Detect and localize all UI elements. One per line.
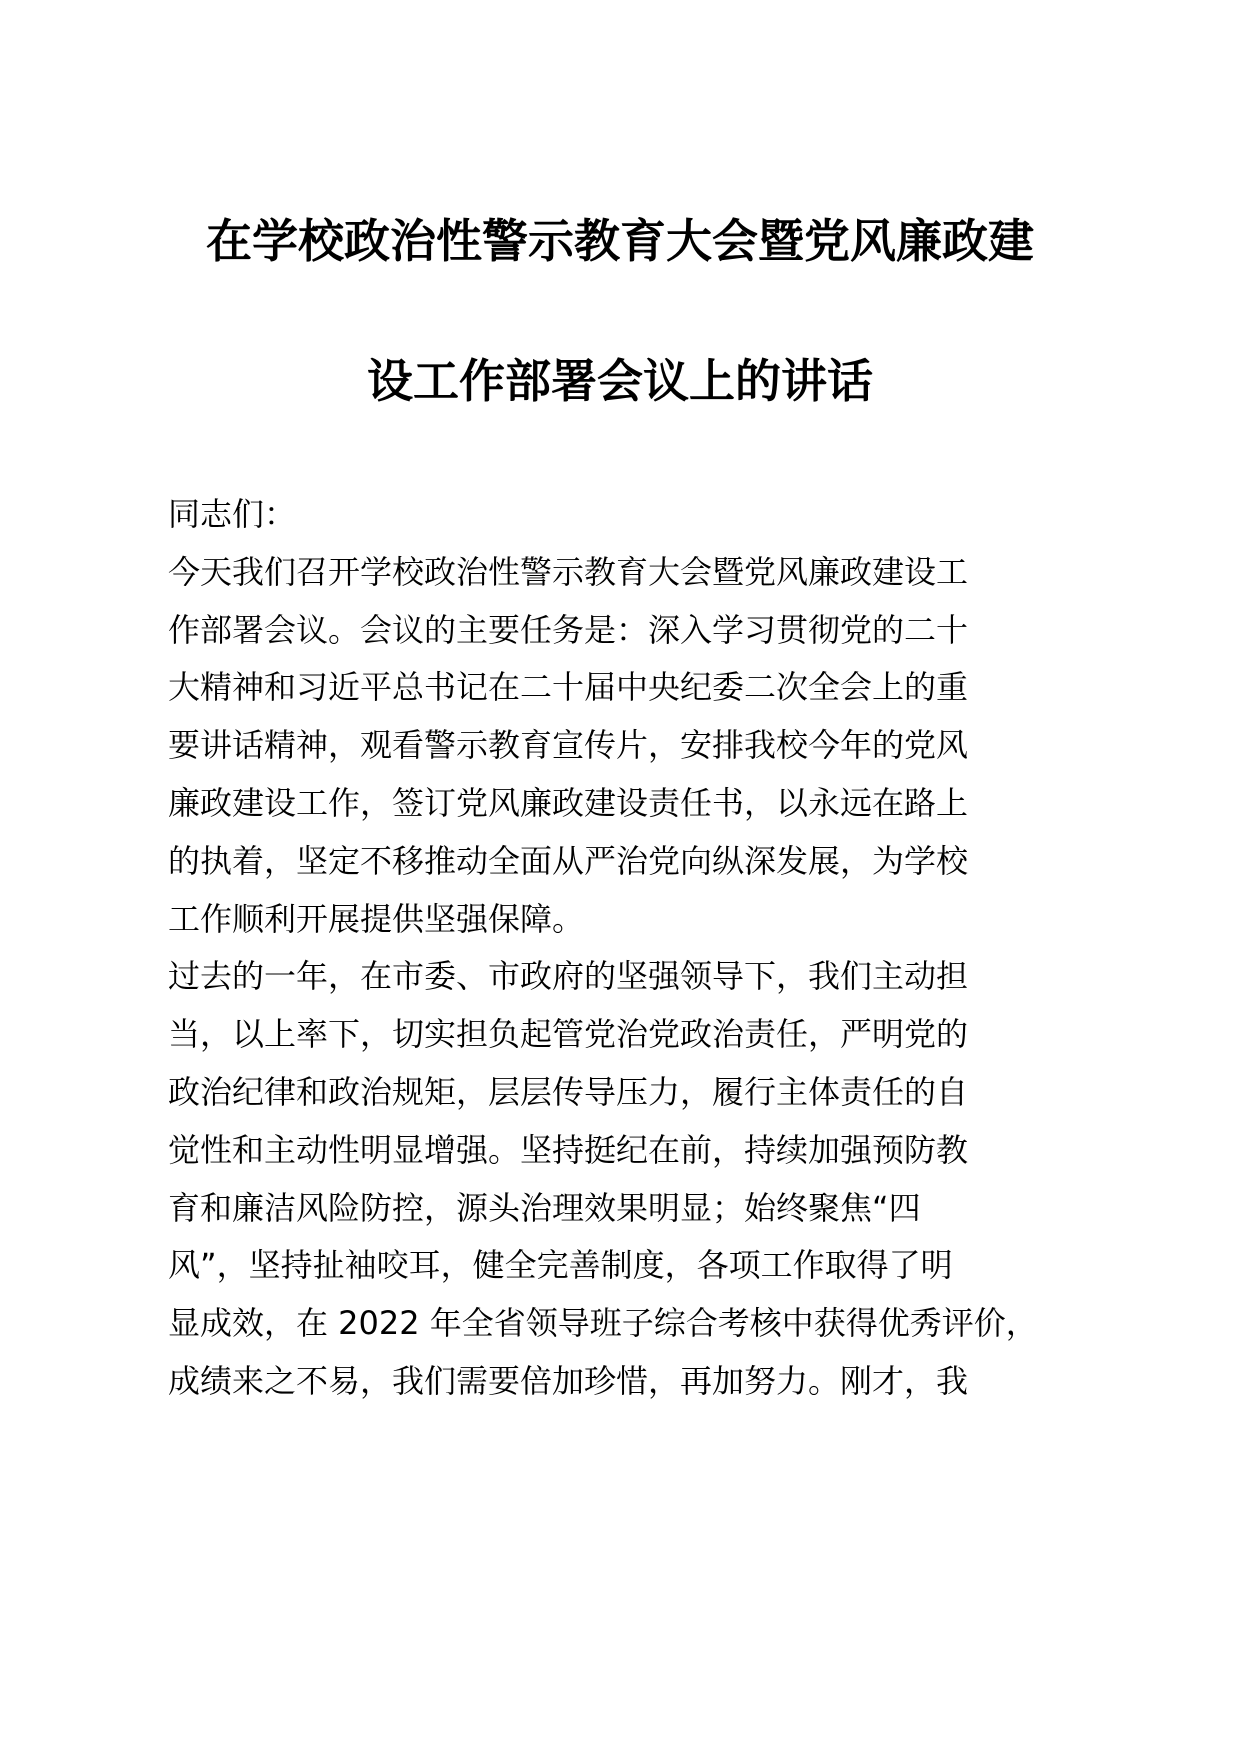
body-line: 廉政建设工作，签订党风廉政建设责任书，以永远在路上	[168, 783, 969, 822]
body-line: 过去的一年，在市委、市政府的坚强领导下，我们主动担	[168, 957, 969, 996]
body-line: 作部署会议。会议的主要任务是：深入学习贯彻党的二十	[168, 610, 969, 649]
document-title-line-1: 在学校政治性警示教育大会暨党风廉政建	[206, 213, 1034, 268]
document-body	[168, 486, 1168, 1411]
body-line: 觉性和主动性明显增强。坚持挺纪在前，持续加强预防教	[168, 1130, 969, 1169]
body-line: 工作顺利开展提供坚强保障。	[168, 899, 585, 938]
body-line: 大精神和习近平总书记在二十届中央纪委二次全会上的重	[168, 668, 969, 707]
body-line: 显成效，在 2022 年全省领导班子综合考核中获得优秀评价，	[168, 1304, 1038, 1343]
body-line: 今天我们召开学校政治性警示教育大会暨党风廉政建设工	[168, 552, 969, 591]
salutation: 同志们：	[168, 495, 297, 533]
document-title-line-2: 设工作部署会议上的讲话	[367, 353, 873, 408]
body-line: 成绩来之不易，我们需要倍加珍惜，再加努力。刚才，我	[168, 1361, 969, 1400]
body-line: 的执着，坚定不移推动全面从严治党向纵深发展，为学校	[168, 841, 969, 880]
body-line: 要讲话精神，观看警示教育宣传片，安排我校今年的党风	[168, 726, 969, 765]
body-line: 育和廉洁风险防控，源头治理效果明显；始终聚焦“四	[168, 1188, 921, 1227]
body-line: 当，以上率下，切实担负起管党治党政治责任，严明党的	[168, 1015, 969, 1054]
body-line: 风”，坚持扯袖咬耳，健全完善制度，各项工作取得了明	[168, 1246, 953, 1285]
body-line: 政治纪律和政治规矩，层层传导压力，履行主体责任的自	[168, 1072, 969, 1111]
